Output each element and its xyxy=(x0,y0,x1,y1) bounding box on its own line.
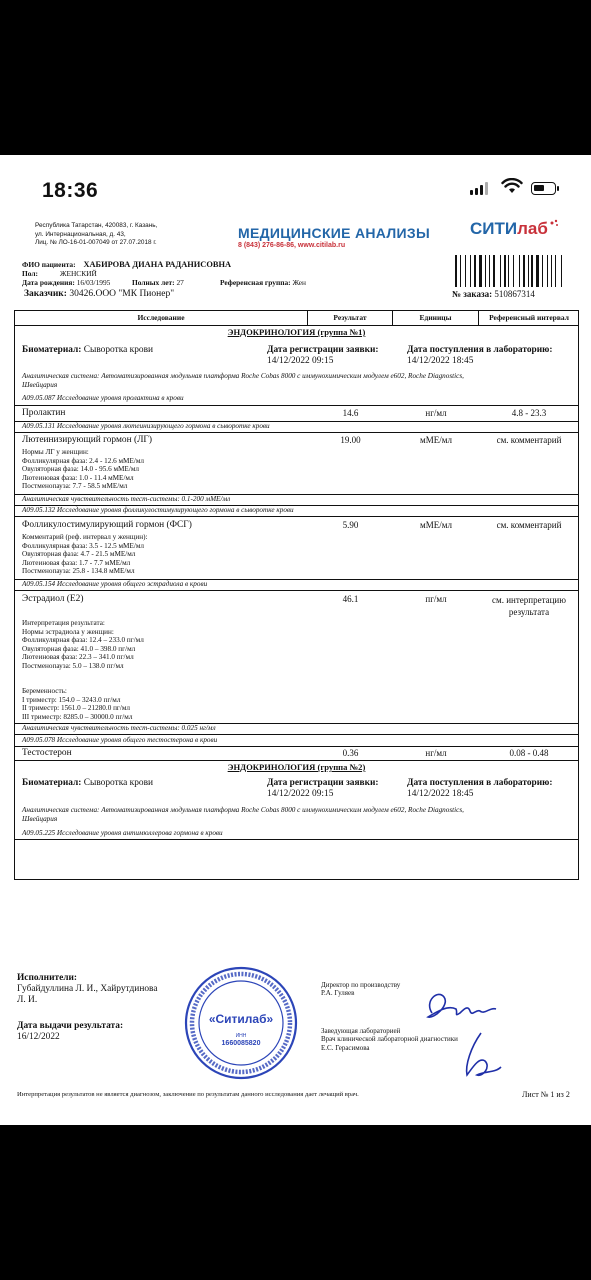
director-signature-block xyxy=(321,981,400,998)
test-code: А09.05.131 Исследование уровня лютеинизирующего гормона в сыворотке крови xyxy=(22,422,270,430)
test-notes xyxy=(22,619,144,671)
test-code: А09.05.087 Исследование уровня пролактина в крови xyxy=(22,394,184,402)
test-unit: нг/мл xyxy=(425,408,447,418)
director-name: Р.А. Гуляев xyxy=(321,989,355,998)
note-line: II триместр: 1561.0 – 21280.0 пг/мл xyxy=(22,704,131,713)
note-line: Постменопауза: 5.0 – 138.0 пг/мл xyxy=(22,661,124,670)
barcode-stripe xyxy=(531,255,533,287)
biomaterial xyxy=(22,778,153,788)
patient-dob-row xyxy=(22,278,110,288)
biomaterial-label: Биоматериал: xyxy=(22,345,82,355)
barcode-stripe xyxy=(474,255,476,287)
bottom-area xyxy=(0,1125,591,1280)
barcode-stripe xyxy=(555,255,556,287)
barcode-stripe xyxy=(547,255,548,287)
sensitivity: Аналитическая чувствительность тест-системы: 0.1-200 мМЕ/мл xyxy=(22,495,231,503)
status-bar xyxy=(0,155,591,205)
analytic-system xyxy=(22,372,574,390)
barcode-stripe xyxy=(542,255,543,287)
barcode-stripe xyxy=(528,255,529,287)
analytic-system-line: Швейцария xyxy=(22,381,58,389)
head-signature xyxy=(455,1027,505,1083)
order-number-row xyxy=(452,289,535,299)
note-line: Лютеиновая фаза: 22.3 – 341.0 пг/мл xyxy=(22,653,134,662)
test-notes xyxy=(22,448,144,491)
sex-label: Пол: xyxy=(22,269,38,278)
age-label: Полных лет: xyxy=(132,278,175,287)
row-divider xyxy=(15,405,578,406)
customer: 30426.ООО "МК Пионер" xyxy=(69,289,175,299)
ref-line: результата xyxy=(508,607,550,617)
signal-icon xyxy=(470,182,488,195)
col-header-test: Исследование xyxy=(15,311,308,325)
test-name: Пролактин xyxy=(22,408,66,418)
test-name: Лютеинизирующий гормон (ЛГ) xyxy=(22,435,152,445)
test-unit: нг/мл xyxy=(425,748,447,758)
address-line: Республика Татарстан, 420083, г. Казань, xyxy=(35,222,158,229)
test-ref: 4.8 - 23.3 xyxy=(511,408,547,418)
barcode-stripe xyxy=(561,255,562,287)
analytic-system-line: Аналитическая система: Автоматизированная модульная платформа Roche Cobas 8000 с иммунохимическим модулем e602, Roche Diagnostics, xyxy=(22,806,464,814)
barcode-stripe xyxy=(513,255,514,287)
biomaterial-label: Биоматериал: xyxy=(22,778,82,788)
pregnancy-notes xyxy=(22,687,132,721)
status-time: 18:36 xyxy=(42,179,99,202)
citilab-logo xyxy=(470,219,560,239)
note-line: Овуляторная фаза: 41.0 – 398.0 пг/мл xyxy=(22,644,136,653)
row-divider xyxy=(15,760,578,761)
recv-date: 14/12/2022 18:45 xyxy=(407,356,474,366)
col-header-result: Результат xyxy=(308,311,393,325)
reg-date-label: Дата регистрации заявки: xyxy=(267,345,379,355)
barcode-stripe xyxy=(465,255,466,287)
note-line: I триместр: 154.0 – 3243.0 пг/мл xyxy=(22,695,121,704)
note-line: Фолликулярная фаза: 3.5 - 12.5 мМЕ/мл xyxy=(22,541,144,550)
head-position: Врач клинической лабораторной диагностики xyxy=(321,1035,458,1044)
barcode-stripe xyxy=(455,255,457,287)
note-line: Постменопауза: 25.8 - 134.8 мМЕ/мл xyxy=(22,567,135,576)
test-ref: см. комментарий xyxy=(496,520,562,530)
barcode-stripe xyxy=(489,255,490,287)
test-ref: 0.08 - 0.48 xyxy=(509,748,549,758)
barcode-stripe xyxy=(536,255,539,287)
test-unit: мМЕ/мл xyxy=(420,435,452,445)
barcode-stripe xyxy=(508,255,509,287)
barcode-stripe xyxy=(460,255,461,287)
barcode-stripe xyxy=(485,255,486,287)
order-number: 510867314 xyxy=(494,289,535,299)
note-line: Фолликулярная фаза: 2.4 - 12.6 мМЕ/мл xyxy=(22,456,144,465)
logo-dots-icon xyxy=(548,219,560,231)
ref-group-label: Референсная группа: xyxy=(220,278,291,287)
header-divider xyxy=(15,325,578,326)
lab-report xyxy=(0,205,591,1125)
test-result: 19.00 xyxy=(340,435,361,445)
ref-line: см. интерпретацию xyxy=(492,595,566,605)
results-table xyxy=(14,310,579,880)
patient-age-row xyxy=(132,278,184,288)
executors-names: Губайдуллина Л. И., Хайрутдинова xyxy=(17,984,158,994)
license-line: Лиц. № ЛО-16-01-007049 от 27.07.2018 г. xyxy=(35,239,157,247)
section-title: ЭНДОКРИНОЛОГИЯ (группа №2) xyxy=(227,762,366,772)
note-line: Нормы ЛГ у женщин: xyxy=(22,448,89,456)
wifi-icon xyxy=(501,178,523,194)
test-code: А09.05.154 Исследование уровня общего эстрадиола в крови xyxy=(22,580,208,588)
barcode-stripe xyxy=(523,255,525,287)
row-divider xyxy=(15,516,578,517)
row-divider xyxy=(15,734,578,735)
test-unit: мМЕ/мл xyxy=(420,520,452,530)
director-title: Директор по производству xyxy=(321,981,401,989)
note-line: Лютеиновая фаза: 1.0 - 11.4 мМЕ/мл xyxy=(22,473,134,482)
row-divider xyxy=(15,590,578,591)
disclaimer: Интерпретация результатов не является диагнозом, заключение по результатам данного исследования дает лечащий врач. xyxy=(17,1091,359,1098)
lab-stamp xyxy=(183,965,299,1081)
issue-date xyxy=(17,1021,123,1043)
customer-row xyxy=(24,289,174,299)
test-ref xyxy=(479,594,579,618)
note-line: Интерпретация результата: xyxy=(22,619,105,627)
recv-date-label: Дата поступления в лабораторию: xyxy=(407,345,553,355)
analytic-system xyxy=(22,806,574,824)
note-line: Комментарий (реф. интервал у женщин): xyxy=(22,533,148,541)
recv-date: 14/12/2022 18:45 xyxy=(407,789,474,799)
barcode-stripe xyxy=(493,255,495,287)
stamp-name: «Ситилаб» xyxy=(208,1012,274,1026)
patient-age: 27 xyxy=(176,278,184,287)
note-line: Беременность: xyxy=(22,687,67,695)
head-title: Заведующая лабораторией xyxy=(321,1027,401,1035)
logo-accent: лаб xyxy=(517,219,548,238)
test-notes xyxy=(22,533,148,576)
order-label: № заказа: xyxy=(452,289,493,299)
test-name: Фолликулостимулирующий гормон (ФСГ) xyxy=(22,520,192,530)
director-signature xyxy=(420,987,498,1027)
stamp-inn: 1660085820 xyxy=(221,1040,261,1047)
page-counter: Лист № 1 из 2 xyxy=(522,1090,570,1099)
analytic-system-line: Швейцария xyxy=(22,815,58,823)
test-code: А09.05.132 Исследование уровня фолликулостимулирующего гормона в сыворотке крови xyxy=(22,506,294,514)
barcode-stripe xyxy=(551,255,553,287)
barcode-stripe xyxy=(504,255,506,287)
head-signature-block xyxy=(321,1027,458,1052)
biomaterial-value: Сыворотка крови xyxy=(83,778,154,788)
ref-group: Жен xyxy=(292,278,306,287)
test-result: 0.36 xyxy=(342,748,359,758)
note-line: Овуляторная фаза: 4.7 - 21.5 мМЕ/мл xyxy=(22,550,136,559)
section-title: ЭНДОКРИНОЛОГИЯ (группа №1) xyxy=(227,327,366,337)
issue-date-label: Дата выдачи результата: xyxy=(17,1021,124,1031)
brand-phone: 8 (843) 276-86-86, www.citilab.ru xyxy=(238,242,346,249)
test-code: А09.05.078 Исследование уровня общего тестостерона в крови xyxy=(22,736,218,744)
note-line: Нормы эстрадиола у женщин: xyxy=(22,627,114,636)
test-result: 14.6 xyxy=(342,408,359,418)
row-divider xyxy=(15,839,578,840)
biomaterial-value: Сыворотка крови xyxy=(83,345,154,355)
biomaterial xyxy=(22,345,153,355)
reg-date: 14/12/2022 09:15 xyxy=(267,789,334,799)
analytic-system-line: Аналитическая система: Автоматизированная модульная платформа Roche Cobas 8000 с иммунохимическим модулем e602, Roche Diagnostics, xyxy=(22,372,464,380)
dob-label: Дата рождения: xyxy=(22,278,75,287)
fio-label: ФИО пациента: xyxy=(22,260,76,269)
reg-date: 14/12/2022 09:15 xyxy=(267,356,334,366)
barcode-stripe xyxy=(519,255,520,287)
note-line: Постменопауза: 7.7 - 58.5 мМЕ/мл xyxy=(22,482,128,491)
test-ref: см. комментарий xyxy=(496,435,562,445)
reg-date-label: Дата регистрации заявки: xyxy=(267,778,379,788)
executors-names: Л. И. xyxy=(17,995,38,1005)
test-unit: пг/мл xyxy=(425,594,447,604)
col-header-units: Единицы xyxy=(393,311,479,325)
test-result: 5.90 xyxy=(342,520,359,530)
executors xyxy=(17,973,158,1006)
brand-title: МЕДИЦИНСКИЕ АНАЛИЗЫ xyxy=(238,225,430,241)
executors-label: Исполнители: xyxy=(17,973,78,983)
note-line: Фолликулярная фаза: 12.4 – 233.0 пг/мл xyxy=(22,636,144,645)
note-line: Лютеиновая фаза: 1.7 - 7.7 мМЕ/мл xyxy=(22,558,131,567)
patient-dob: 16/03/1995 xyxy=(76,278,111,287)
row-divider xyxy=(15,432,578,433)
recv-date-label: Дата поступления в лабораторию: xyxy=(407,778,553,788)
col-header-ref: Референсный интервал xyxy=(489,313,569,322)
battery-icon xyxy=(531,182,556,195)
row-divider xyxy=(15,746,578,747)
test-name: Эстрадиол (Е2) xyxy=(22,594,84,604)
barcode-stripe xyxy=(500,255,501,287)
test-code: А09.05.225 Исследование уровня антимюллерова гормона в крови xyxy=(22,829,223,837)
patient-name: ХАБИРОВА ДИАНА РАДАНИСОВНА xyxy=(83,260,232,269)
test-result: 46.1 xyxy=(342,594,359,604)
ref-group-row xyxy=(220,278,306,288)
issue-date-value: 16/12/2022 xyxy=(17,1032,60,1042)
head-name: Е.С. Герасимова xyxy=(321,1043,370,1052)
note-line: Овуляторная фаза: 14.0 - 95.6 мМЕ/мл xyxy=(22,465,139,474)
patient-sex: ЖЕНСКИЙ xyxy=(59,269,97,278)
stamp-inn-label: ИНН xyxy=(235,1033,247,1039)
test-name: Тестостерон xyxy=(22,748,72,758)
barcode-stripe xyxy=(479,255,482,287)
barcode-stripe xyxy=(470,255,471,287)
sensitivity: Аналитическая чувствительность тест-системы: 0.025 нг/мл xyxy=(22,724,216,732)
lab-address xyxy=(35,222,157,248)
customer-label: Заказчик: xyxy=(24,289,67,299)
order-barcode xyxy=(455,255,565,287)
address-line: ул. Интернациональная, д. 43, xyxy=(35,230,126,238)
logo-text: СИТИ xyxy=(470,219,518,238)
note-line: III триместр: 8285.0 – 30000.0 пг/мл xyxy=(22,712,133,721)
